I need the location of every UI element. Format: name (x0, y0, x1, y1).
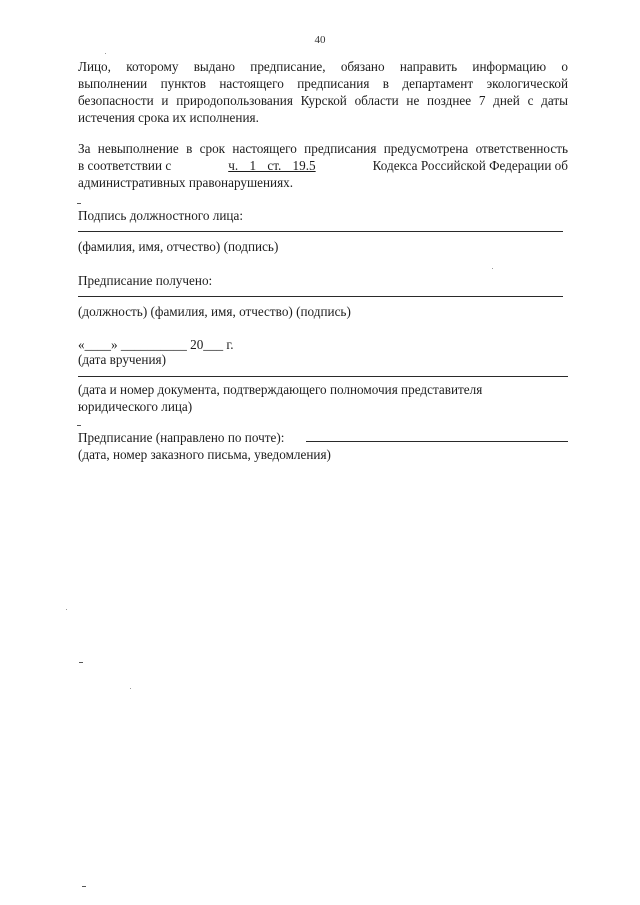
notice-line-4: истечения срока их исполнения. (78, 110, 259, 125)
representative-doc-caption-2: юридического лица) (78, 399, 193, 414)
official-signature-line (78, 231, 563, 232)
liability-line-1: За невыполнение в срок настоящего предписания предусмотрена ответственность (78, 141, 568, 156)
notice-line-1: Лицо, которому выдано предписание, обязано направить информацию о (78, 59, 568, 74)
notice-paragraph (78, 58, 568, 126)
scan-mark (82, 886, 86, 887)
delivery-date-caption: (дата вручения) (78, 352, 166, 367)
liability-paragraph (78, 140, 568, 191)
mailed-label: Предписание (направлено по почте): (78, 430, 285, 445)
liability-line-2 (78, 157, 568, 174)
official-signature-label: Подпись должностного лица: (78, 208, 243, 223)
received-caption: (должность) (фамилия, имя, отчество) (подпись) (78, 304, 351, 319)
page-number: 40 (314, 34, 326, 46)
representative-doc-caption-1: (дата и номер документа, подтверждающего полномочия представителя (78, 382, 483, 397)
liability-line-3: административных правонарушениях. (78, 175, 294, 190)
code-article-reference: ч. 1 ст. 19.5 (228, 158, 316, 173)
scan-speck (105, 53, 106, 54)
scan-mark (77, 425, 81, 426)
received-label: Предписание получено: (78, 273, 213, 288)
liability-line-2-start: в соответствии с (78, 158, 172, 173)
representative-doc-line (78, 376, 568, 377)
liability-line-2-end: Кодекса Российской Федерации об (372, 158, 568, 173)
official-signature-caption: (фамилия, имя, отчество) (подпись) (78, 239, 279, 254)
mailed-caption: (дата, номер заказного письма, уведомления) (78, 447, 331, 462)
mailed-line (306, 441, 568, 442)
scan-mark (77, 203, 81, 204)
notice-line-3: безопасности и природопользования Курской области не позднее 7 дней с даты (78, 93, 568, 108)
notice-line-2: выполнении пунктов настоящего предписания в департамент экологической (78, 76, 568, 91)
delivery-date-line: «____» __________ 20___ г. (78, 337, 234, 352)
received-signature-line (78, 296, 563, 297)
scan-speck (492, 268, 493, 269)
scan-speck (130, 688, 131, 689)
scan-speck (66, 609, 67, 610)
scan-mark (79, 662, 83, 663)
